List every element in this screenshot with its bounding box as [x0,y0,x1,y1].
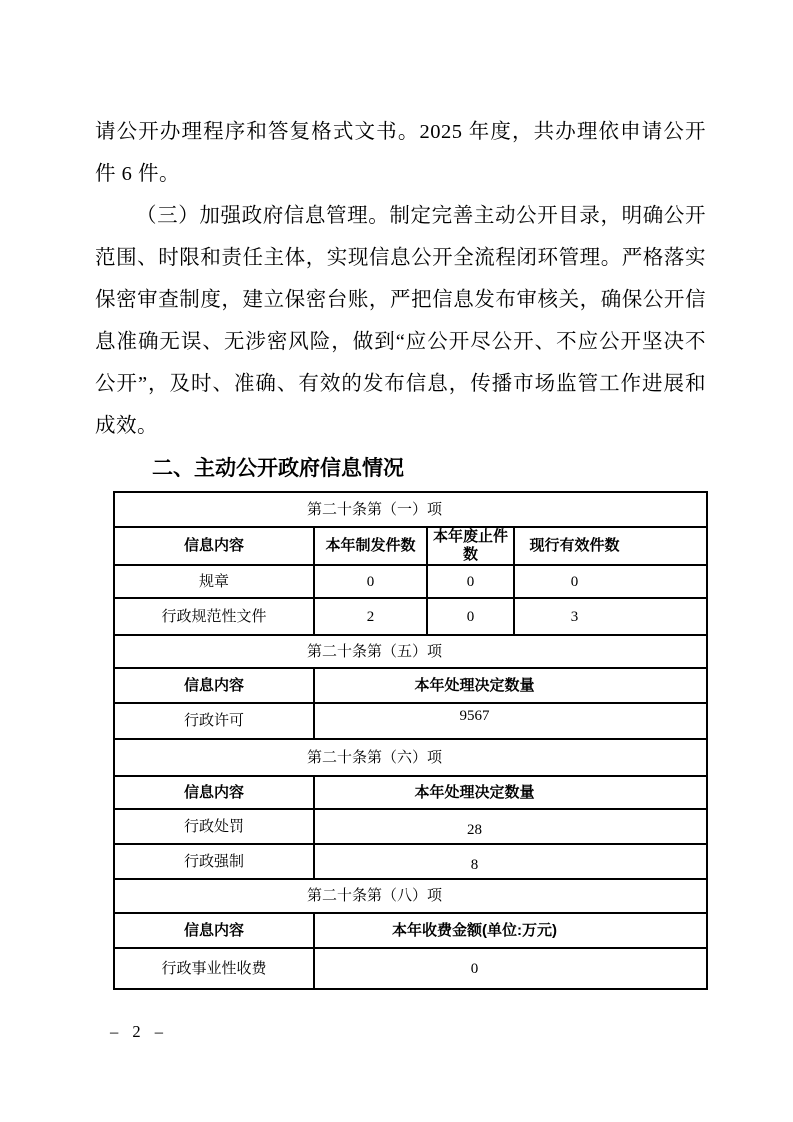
table-row [114,809,707,844]
table-header-row [114,776,707,809]
column-header: 本年处理决定数量 [314,668,707,703]
page-number: – 2 – [110,1022,168,1041]
table-row [114,844,707,879]
column-header: 信息内容 [114,527,314,565]
table-row [114,703,707,739]
table-section-title: 第二十条第（八）项 [114,879,707,913]
table-section-title: 第二十条第（六）项 [114,739,707,776]
column-header: 信息内容 [114,668,314,703]
column-header: 本年废止件数 [427,527,514,565]
column-header: 信息内容 [114,776,314,809]
table-section-row [114,879,707,913]
table-header-row [114,913,707,948]
row-label: 行政事业性收费 [114,948,314,989]
table-row [114,948,707,989]
table-header-row [114,668,707,703]
cell-value: 8 [314,844,707,879]
row-label: 行政许可 [114,703,314,739]
table-section-row [114,635,707,668]
column-header: 本年收费金额(单位:万元) [314,913,707,948]
cell-value: 28 [314,809,707,844]
body-paragraph: （三）加强政府信息管理。制定完善主动公开目录，明确公开范围、时限和责任主体，实现信息公开全流程闭环管理。严格落实保密审查制度，建立保密台账，严把信息发布审核关，确保公开信息准确无误、无涉密风险，做到“应公开尽公开、不应公开坚决不公开”，及时、准确、有效的发布信息，传播市场监管工作进展和成效。 [95,205,706,437]
column-header: 信息内容 [114,913,314,948]
table-row [114,565,707,598]
column-header: 本年制发件数 [314,527,427,565]
table-header-row [114,527,707,565]
row-label: 规章 [114,565,314,598]
cell-value: 9567 [314,703,707,739]
body-paragraph: 请公开办理程序和答复格式文书。2025 年度，共办理依申请公开件 6 件。 [95,121,706,185]
cell-value: 0 [427,598,514,635]
table-section-title: 第二十条第（一）项 [114,492,707,527]
cell-value: 0 [314,565,427,598]
row-label: 行政强制 [114,844,314,879]
table-section-row [114,492,707,527]
row-label: 行政处罚 [114,809,314,844]
section-heading: 二、主动公开政府信息情况 [152,457,404,480]
column-header: 现行有效件数 [514,527,707,565]
column-header: 本年处理决定数量 [314,776,707,809]
table-row [114,598,707,635]
disclosure-table [113,491,708,990]
cell-value: 0 [427,565,514,598]
cell-value: 2 [314,598,427,635]
cell-value: 0 [314,948,707,989]
table-section-title: 第二十条第（五）项 [114,635,707,668]
cell-value: 0 [514,565,707,598]
row-label: 行政规范性文件 [114,598,314,635]
table-section-row [114,739,707,776]
cell-value: 3 [514,598,707,635]
